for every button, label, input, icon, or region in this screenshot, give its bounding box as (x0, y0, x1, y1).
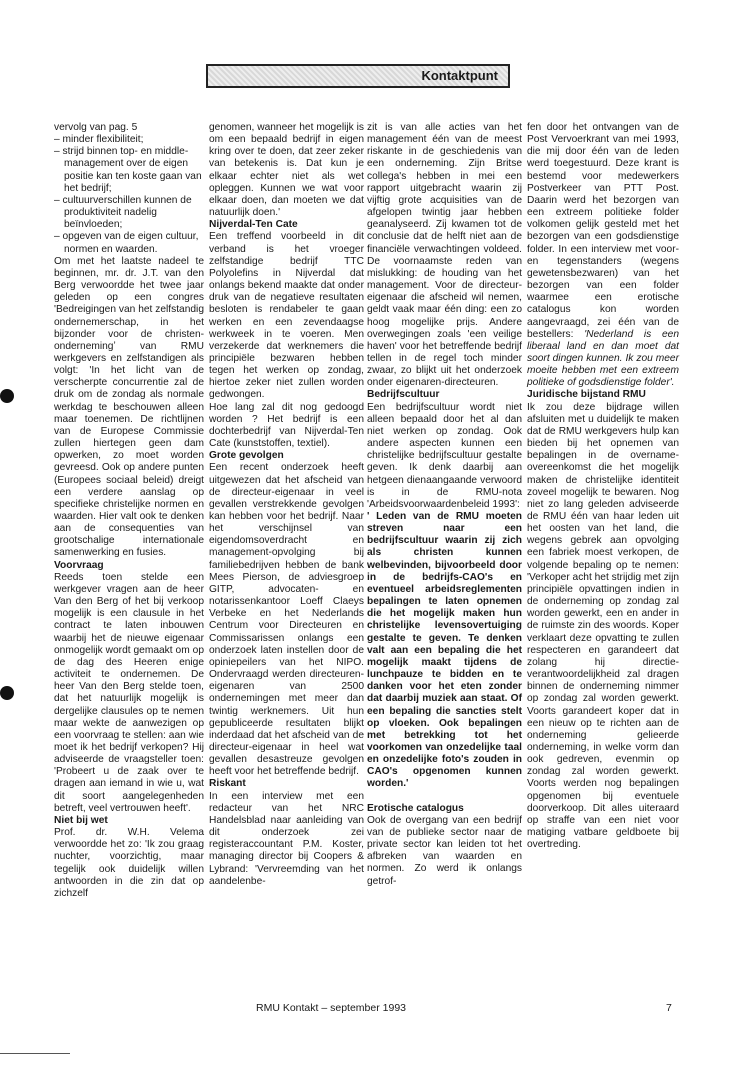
list-item: – opgeven van de eigen cultuur, normen en waarden. (54, 231, 199, 255)
paragraph: Ik zou deze bijdrage willen afsluiten met u duidelijk te maken dat de RMU werkgevers hulp kan bieden bij het opnemen van bepalingen in de overname-overeenkomst die het mogelijk maken de christelijke identiteit zoveel mogelijk te bewaren. Nog niet zo lang geleden adviseerde de RMU één van haar leden uit het oosten van het land, die wegens gebrek aan opvolging een fabriek moest verkopen, de volgende bepaling op te nemen: 'Verkoper acht het strijdig met zijn principiële opvattingen indien in de onderneming op zondag zal worden gewerkt, een en ander in de ruimste zin des woords. Koper verklaart deze opvatting te zullen respecteren en garandeert dat zolang hij directie-verantwoordelijkheid zal dragen binnen de onderneming nimmer op zondag zal worden gewerkt. Voorts garandeert koper dat in een nieuw op te richten aan de onderneming gelieerde onderneming, in welke vorm dan ook gedreven, evenmin op zondag zal worden gewerkt. Voorts werden nog bepalingen opgenomen bij eventuele doorverkoop. Dit alles uiteraard op straffe van een niet voor matiging vatbare geldboete bij overtreding. (527, 401, 679, 851)
section-header (206, 64, 510, 88)
column-2 (209, 122, 364, 888)
paragraph: Prof. dr. W.H. Velema verwoordde het zo: 'Ik zou graag nuchter, voorzichtig, maar tegelijk ook duidelijk willen antwoorden in die zin dat op zichzelf (54, 827, 204, 899)
paragraph (527, 122, 679, 389)
paragraph: zit is van alle acties van het management één van de meest riskante in de geschiedenis van een onderneming. Zijn Britse collega's hebben in mei een rapport uitgebracht waarin zij vijftig grote acquisities van de afgelopen twintig jaar hebben geanalyseerd. Zij kwamen tot de conclusie dat de helft niet aan de financiële verwachtingen voldeed. De voornaamste reden van mislukking: de houding van het management. Voor de directeur-eigenaar die afscheid wil nemen, geldt vaak maar één ding: een zo hoog mogelijke prijs. Andere overwegingen zoals 'een veilige haven' voor het betreffende bedrijf tellen in de regel toch minder zwaar, zo blijkt uit het onderzoek onder eigenaren-directeuren. (367, 122, 522, 389)
disadvantage-list (54, 134, 204, 256)
paragraph: Reeds toen stelde een werkgever vragen aan de heer Van den Berg of het bij verkoop mogelijk is een clausule in het contract te laten inbouwen waarbij het de nieuwe eigenaar onmogelijk wordt gemaakt om op de dag des Heeren enige activiteit te ondernemen. De heer Van den Berg stelde toen, dat het natuurlijk mogelijk is dergelijke clausules op te nemen maar wekte de aanwezigen op een voorvraag te stellen: aan wie moet ik het bedrijf verkopen? Hij adviseerde de vraagsteller toen: 'Probeert u de zaak over te dragen aan iemand in wie u, wat dit soort aangelegenheden betreft, veel vertrouwen heeft'. (54, 571, 204, 814)
subheading: Grote gevolgen (209, 450, 284, 462)
paragraph: Een recent onderzoek heeft uitgewezen dat het afscheid van de directeur-eigenaar in veel gevallen verstrekkende gevolgen kan hebben voor het bedrijf. Naar het verschijnsel van eigendomsoverdracht en management-opvolging bij familiebedrijven hebben de bank Mees Pierson, de adviesgroep GITP, advocaten- en notarissenkantoor Loeff Claeys Verbeke en het Nederlands Centrum voor Directeuren en Commissarissen onlangs een onderzoek laten instellen door de opiniepeilers van het NIPO. Ondervraagd werden directeuren-eigenaren van 2500 ondernemingen met meer dan twintig werknemers. Uit hun gepubliceerde resultaten blijkt inderdaad dat het afscheid van de directeur-eigenaar in heel wat gevallen desastreuze gevolgen heeft voor het betreffende bedrijf. (209, 462, 364, 778)
footer-rule (0, 1053, 70, 1054)
paragraph: Om met het laatste nadeel te beginnen, mr. dr. J.T. van den Berg verwoordde het twee jaar geleden op een congres 'Bedreigingen van het zelfstandig ondernemerschap, in het bijzonder voor de christen-ondernemingʼ van RMU werkgevers en zelfstandigen als volgt: 'In het licht van de verscherpte concurrentie zal de druk om de zondag als normale werkdag te beschouwen alleen maar toenemen. De richtlijnen van de Europese Commissie zullen hiertegen geen dam opwerken, zo moet worden gevreesd. Ook op andere punten (Europees sociaal beleid) dreigt een verdere aanslag op specifieke christelijke normen en waarden. Hier valt ook te denken aan de consequenties van grootschalige internationale samenwerking en fusies. (54, 255, 204, 559)
continued-note: vervolg van pag. 5 (54, 122, 138, 133)
list-item: – cultuurverschillen kunnen de produktiviteit nadelig beïnvloeden; (54, 194, 192, 231)
paragraph-text: fen door het ontvangen van de Post Vervoerkrant van mei 1993, die mij door één van de leden werd toegestuurd. Deze krant is bestemd voor medewerkers Postverkeer van PTT Post. Daarin werd het bezorgen van een extreem politieke folder volkomen gelijk gesteld met het bezorgen van een godsdienstige folder. In een interview met voor- en tegenstanders (wegens gewetensbezwaren) van het bezorgen van een folder waarmee een erotische catalogus kon worden aangevraagd, zei één van de bestellers: (527, 122, 679, 340)
column-3 (367, 122, 522, 888)
subheading: Juridische bijstand RMU (527, 389, 646, 401)
paragraph: In een interview met een redacteur van het NRC Handelsblad naar aanleiding van dit onderzoek zei registeraccountant P.M. Koster, managing director bij Coopers & Lybrand: 'Vervreemding van het aandelenbe- (209, 790, 364, 887)
subheading: Voorvraag (54, 559, 104, 571)
page-number: 7 (666, 1002, 672, 1014)
column-4 (527, 122, 679, 851)
list-item: – strijd binnen top- en middle-management over de eigen positie kan ten koste gaan van het bedrijf; (54, 146, 202, 194)
punch-hole-bottom (0, 686, 14, 700)
column-1 (54, 122, 204, 900)
paragraph: Een bedrijfscultuur wordt niet alleen bepaald door het al dan niet werken op zondag. Ook andere aspecten kunnen een christelijke bedrijfscultuur gestalte geven. Ik denk daarbij aan hetgeen dienaangaande verwoord is in de RMU-nota 'Arbeidsvoorwaardenbeleid 1993': (367, 401, 522, 510)
paragraph: Een treffend voorbeeld in dit verband is het vroeger zelfstandige bedrijf TTC Polyolefins in Nijverdal dat onlangs bekend maakte dat onder druk van de negatieve resultaten besloten is rendabeler te gaan werken en een zevendaagse werkweek in te voeren. Men verzekerde dat werknemers die principiële bezwaren hebben tegen het werken op zondag, hiertoe zeker niet zullen worden gedwongen. (209, 231, 364, 401)
quote-text: 'Nederland is een liberaal land en dan moet dat soort dingen kunnen. Ik zou meer moeite hebben met een extreem politieke of godsdienstige folder'. (527, 328, 679, 389)
subheading: Riskant (209, 778, 246, 790)
footer-text: RMU Kontakt – september 1993 (256, 1002, 406, 1014)
list-item: – minder flexibiliteit; (54, 134, 144, 146)
quote-paragraph: ' Leden van de RMU moeten streven naar een bedrijfscultuur waarin zij zich als christen kunnen welbevinden, bijvoorbeeld door in de bedrijfs-CAO's en eventueel arbeidsreglementen bepalingen te laten opnemen die het mogelijk maken hun christelijke levensovertuiging gestalte te geven. Te denken valt aan een bepaling die het mogelijk maakt tijdens de lunchpauze te bidden en te danken voor het eten zonder dat daarbij muziek aan staat. Of een bepaling die sancties stelt op vloeken. Ook bepalingen met betrekking tot het voorkomen van onzedelijke taal en onzedelijke foto's zouden in CAO's opgenomen kunnen worden.' (367, 511, 522, 790)
subheading: Nijverdal-Ten Cate (209, 219, 298, 231)
paragraph: genomen, wanneer het mogelijk is om een bepaald bedrijf in eigen kring over te doen, dat zeer zeker van betekenis is. Dat kun je elkaar echter niet als wet opleggen. Kunnen we wat voor elkaar doen, dan moeten we dat natuurlijk doen.' (209, 122, 364, 219)
subheading: Erotische catalogus (367, 802, 464, 814)
punch-hole-top (0, 389, 14, 403)
section-title: Kontaktpunt (421, 68, 498, 83)
paragraph: Ook de overgang van een bedrijf van de publieke sector naar de private sector kan leiden tot het afbreken van waarden en normen. Zo werd ik onlangs getrof- (367, 814, 522, 887)
paragraph: Hoe lang zal dit nog gedoogd worden ? Het bedrijf is een dochterbedrijf van Nijverdal-Ten Cate (kunststoffen, textiel). (209, 401, 364, 450)
subheading: Niet bij wet (54, 814, 108, 826)
subheading: Bedrijfscultuur (367, 389, 440, 401)
